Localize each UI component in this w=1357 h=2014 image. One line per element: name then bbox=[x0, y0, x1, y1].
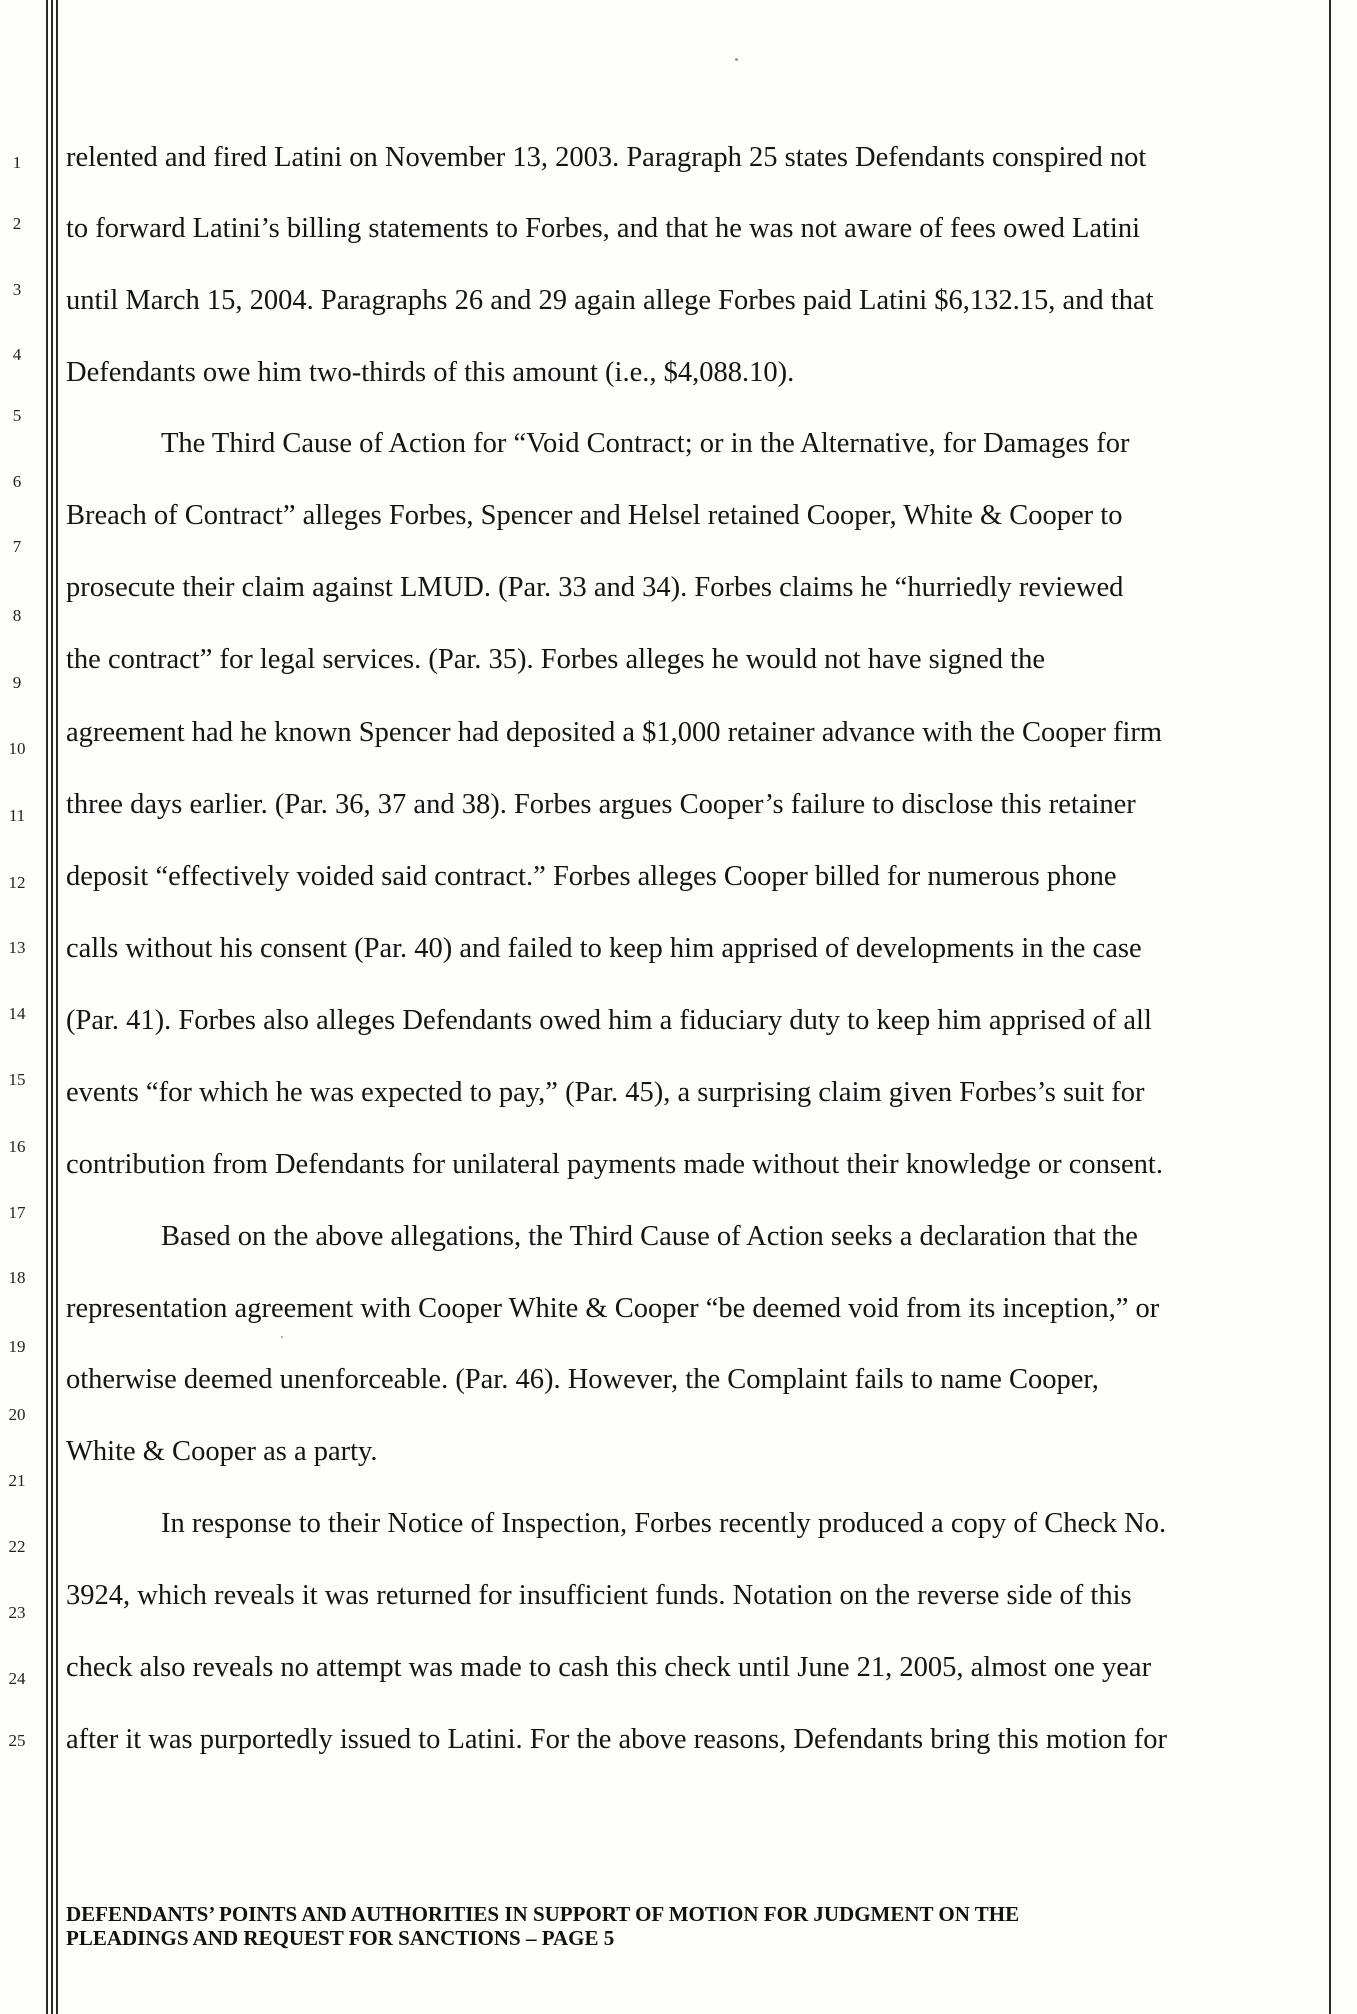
line-number: 2 bbox=[12, 214, 22, 233]
text-line: prosecute their claim against LMUD. (Par. 33 and 34). Forbes claims he “hurriedly reviewed bbox=[66, 572, 1124, 603]
line-number: 22 bbox=[8, 1537, 26, 1556]
line-number: 3 bbox=[12, 280, 22, 299]
line-number: 5 bbox=[12, 406, 22, 425]
text-line: White & Cooper as a party. bbox=[66, 1436, 378, 1467]
text-line: Defendants owe him two-thirds of this amount (i.e., $4,088.10). bbox=[66, 357, 795, 388]
line-number: 7 bbox=[12, 537, 22, 556]
text-line: check also reveals no attempt was made to cash this check until June 21, 2005, almost one year bbox=[66, 1652, 1152, 1683]
text-line: three days earlier. (Par. 36, 37 and 38). Forbes argues Cooper’s failure to disclose this retainer bbox=[66, 789, 1136, 820]
line-number: 10 bbox=[8, 739, 26, 758]
paragraph-first-line: In response to their Notice of Inspection, Forbes recently produced a copy of Check No. bbox=[161, 1508, 1167, 1539]
text-line: to forward Latini’s billing statements to Forbes, and that he was not aware of fees owed Latini bbox=[66, 213, 1141, 244]
line-number: 9 bbox=[12, 673, 22, 692]
line-number: 6 bbox=[12, 472, 22, 491]
scan-speck bbox=[735, 58, 738, 61]
text-line: after it was purportedly issued to Latini. For the above reasons, Defendants bring this motion for bbox=[66, 1724, 1167, 1755]
line-number: 1 bbox=[12, 153, 22, 172]
line-number: 23 bbox=[8, 1603, 26, 1622]
text-line: representation agreement with Cooper White & Cooper “be deemed void from its inception,” or bbox=[66, 1293, 1160, 1324]
paragraph-first-line: Based on the above allegations, the Third Cause of Action seeks a declaration that the bbox=[161, 1221, 1138, 1252]
margin-rule-right bbox=[1329, 0, 1331, 2014]
text-line: events “for which he was expected to pay,” (Par. 45), a surprising claim given Forbes’s suit for bbox=[66, 1077, 1145, 1108]
line-number: 12 bbox=[8, 873, 26, 892]
margin-rule-left-middle bbox=[51, 0, 53, 2014]
line-number: 16 bbox=[8, 1137, 26, 1156]
line-number: 15 bbox=[8, 1070, 26, 1089]
page-footer bbox=[66, 1902, 1296, 1950]
margin-rule-left-outer bbox=[46, 0, 48, 2014]
paragraph-first-line: The Third Cause of Action for “Void Contract; or in the Alternative, for Damages for bbox=[161, 428, 1130, 459]
footer-title-line-1: DEFENDANTS’ POINTS AND AUTHORITIES IN SUPPORT OF MOTION FOR JUDGMENT ON THE bbox=[66, 1902, 1020, 1926]
text-line: relented and fired Latini on November 13, 2003. Paragraph 25 states Defendants conspired not bbox=[66, 142, 1147, 173]
line-number: 8 bbox=[12, 606, 22, 625]
line-number: 24 bbox=[8, 1669, 26, 1688]
text-line: otherwise deemed unenforceable. (Par. 46). However, the Complaint fails to name Cooper, bbox=[66, 1364, 1099, 1395]
line-number: 21 bbox=[8, 1471, 26, 1490]
line-number: 19 bbox=[8, 1337, 26, 1356]
line-number: 14 bbox=[8, 1004, 26, 1023]
text-line: agreement had he known Spencer had deposited a $1,000 retainer advance with the Cooper firm bbox=[66, 717, 1163, 748]
line-number: 18 bbox=[8, 1268, 26, 1287]
line-number: 20 bbox=[8, 1405, 26, 1424]
line-number: 4 bbox=[12, 345, 22, 364]
margin-rule-left-inner bbox=[56, 0, 58, 2014]
line-number: 13 bbox=[8, 938, 26, 957]
line-number: 17 bbox=[8, 1203, 26, 1222]
text-line: calls without his consent (Par. 40) and failed to keep him apprised of developments in the case bbox=[66, 933, 1142, 964]
line-number: 25 bbox=[8, 1731, 26, 1750]
text-line: until March 15, 2004. Paragraphs 26 and 29 again allege Forbes paid Latini $6,132.15, and that bbox=[66, 285, 1154, 316]
text-line: Breach of Contract” alleges Forbes, Spencer and Helsel retained Cooper, White & Cooper to bbox=[66, 500, 1123, 531]
footer-title-line-2: PLEADINGS AND REQUEST FOR SANCTIONS – PAGE 5 bbox=[66, 1926, 615, 1950]
text-line: deposit “effectively voided said contract.” Forbes alleges Cooper billed for numerous phone bbox=[66, 861, 1117, 892]
line-number: 11 bbox=[8, 806, 26, 825]
text-line: 3924, which reveals it was returned for insufficient funds. Notation on the reverse side of this bbox=[66, 1580, 1132, 1611]
line-number-column bbox=[0, 0, 40, 2014]
scan-speck bbox=[281, 1336, 283, 1338]
text-line: contribution from Defendants for unilateral payments made without their knowledge or consent. bbox=[66, 1149, 1163, 1180]
text-line: (Par. 41). Forbes also alleges Defendants owed him a fiduciary duty to keep him apprised of all bbox=[66, 1005, 1152, 1036]
text-line: the contract” for legal services. (Par. 35). Forbes alleges he would not have signed the bbox=[66, 644, 1045, 675]
